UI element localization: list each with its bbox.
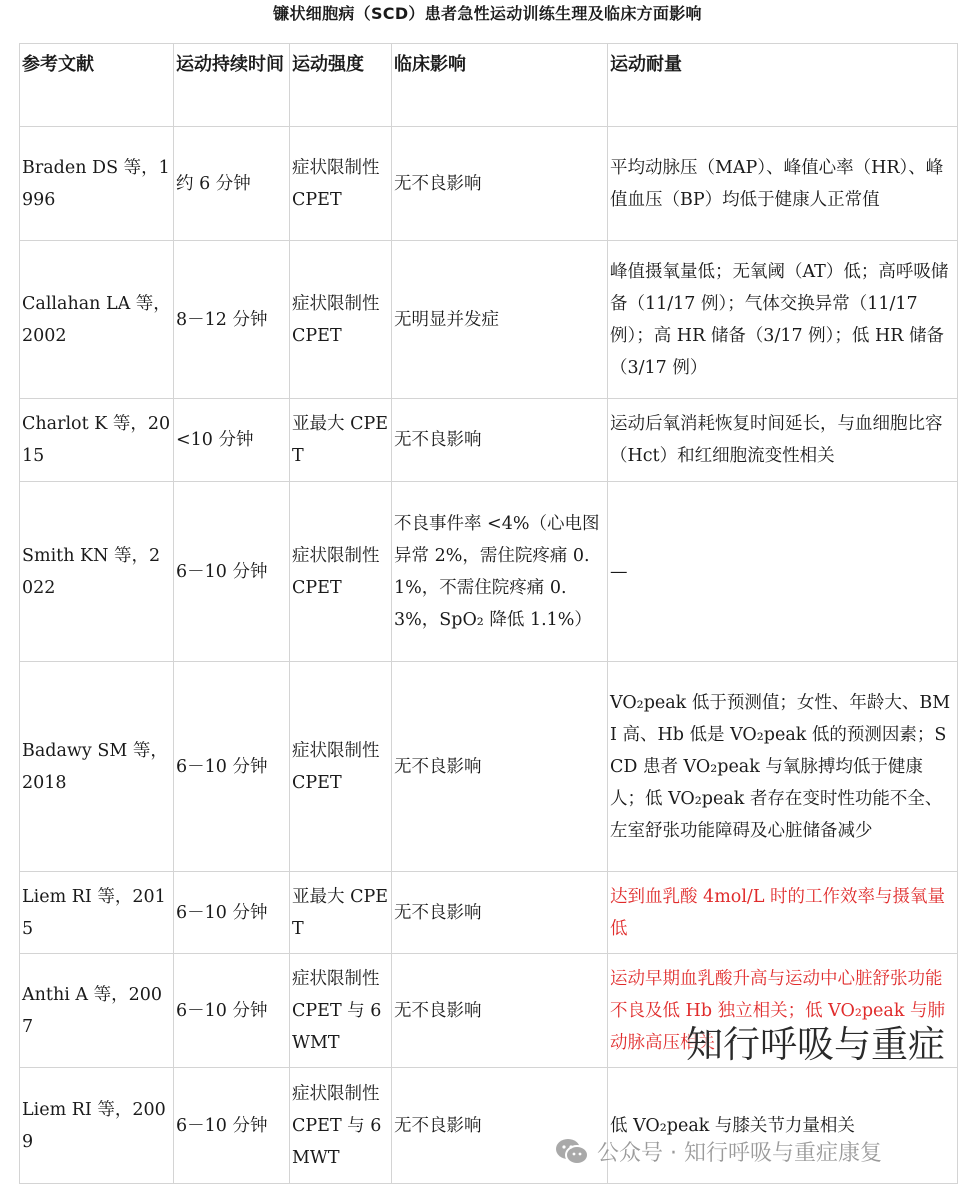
header-clinical: 临床影响 (392, 44, 608, 127)
cell-duration: 6－10 分钟 (174, 482, 290, 662)
cell-intensity: 亚最大 CPET (290, 399, 392, 482)
watermark-source-text: 公众号 · 知行呼吸与重症康复 (597, 1141, 882, 1166)
cell-tolerance: 平均动脉压（MAP）、峰值心率（HR）、峰值血压（BP）均低于健康人正常值 (608, 127, 958, 241)
wechat-icon (555, 1137, 589, 1167)
header-intensity: 运动强度 (290, 44, 392, 127)
table-row (20, 482, 958, 662)
table-row (20, 127, 958, 241)
cell-clinical: 无不良影响 (392, 662, 608, 872)
cell-reference: Callahan LA 等，2002 (20, 241, 174, 399)
cell-reference: Badawy SM 等，2018 (20, 662, 174, 872)
header-reference: 参考文献 (20, 44, 174, 127)
cell-tolerance: 运动早期血乳酸升高与运动中心脏舒张功能不良及低 Hb 独立相关；低 VO₂peak 与肺动脉高压相关 (608, 954, 958, 1068)
cell-reference: Charlot K 等，2015 (20, 399, 174, 482)
cell-clinical: 无不良影响 (392, 127, 608, 241)
cell-reference: Braden DS 等，1996 (20, 127, 174, 241)
data-table (19, 43, 958, 1184)
cell-intensity: 症状限制性 CPET (290, 662, 392, 872)
cell-intensity: 症状限制性 CPET 与 6WMT (290, 954, 392, 1068)
table-row (20, 662, 958, 872)
cell-clinical: 无不良影响 (392, 1068, 608, 1184)
cell-tolerance: 运动后氧消耗恢复时间延长，与血细胞比容（Hct）和红细胞流变性相关 (608, 399, 958, 482)
cell-duration: 6－10 分钟 (174, 954, 290, 1068)
watermark-source (555, 1136, 882, 1167)
watermark-overlay: 知行呼吸与重症 (686, 1023, 945, 1066)
cell-intensity: 亚最大 CPET (290, 872, 392, 954)
table-row (20, 399, 958, 482)
cell-clinical: 无不良影响 (392, 954, 608, 1068)
table-row (20, 241, 958, 399)
cell-reference: Liem RI 等，2015 (20, 872, 174, 954)
cell-tolerance: — (608, 482, 958, 662)
cell-reference: Smith KN 等，2022 (20, 482, 174, 662)
cell-duration: 6－10 分钟 (174, 662, 290, 872)
cell-intensity: 症状限制性 CPET (290, 482, 392, 662)
cell-reference: Liem RI 等，2009 (20, 1068, 174, 1184)
table-row (20, 872, 958, 954)
header-tolerance: 运动耐量 (608, 44, 958, 127)
header-row (20, 44, 958, 127)
header-duration: 运动持续时间 (174, 44, 290, 127)
cell-intensity: 症状限制性 CPET (290, 127, 392, 241)
cell-reference: Anthi A 等，2007 (20, 954, 174, 1068)
cell-clinical: 无不良影响 (392, 872, 608, 954)
cell-duration: 6－10 分钟 (174, 872, 290, 954)
cell-intensity: 症状限制性 CPET (290, 241, 392, 399)
table-title: 镰状细胞病（SCD）患者急性运动训练生理及临床方面影响 (273, 4, 702, 23)
cell-duration: 6－10 分钟 (174, 1068, 290, 1184)
cell-tolerance: 峰值摄氧量低；无氧阈（AT）低；高呼吸储备（11/17 例）；气体交换异常（11/17 例）；高 HR 储备（3/17 例）；低 HR 储备（3/17 例） (608, 241, 958, 399)
cell-tolerance: 低 VO₂peak 与膝关节力量相关 (608, 1068, 958, 1184)
cell-clinical: 无不良影响 (392, 399, 608, 482)
cell-duration: <10 分钟 (174, 399, 290, 482)
cell-intensity: 症状限制性 CPET 与 6MWT (290, 1068, 392, 1184)
cell-tolerance: 达到血乳酸 4mol/L 时的工作效率与摄氧量低 (608, 872, 958, 954)
cell-clinical: 不良事件率 <4%（心电图异常 2%，需住院疼痛 0.1%，不需住院疼痛 0.3%，SpO₂ 降低 1.1%） (392, 482, 608, 662)
cell-clinical: 无明显并发症 (392, 241, 608, 399)
cell-duration: 约 6 分钟 (174, 127, 290, 241)
cell-duration: 8－12 分钟 (174, 241, 290, 399)
cell-tolerance: VO₂peak 低于预测值；女性、年龄大、BMI 高、Hb 低是 VO₂peak 低的预测因素；SCD 患者 VO₂peak 与氧脉搏均低于健康人；低 VO₂peak 者存在变时性功能不全、左室舒张功能障碍及心脏储备减少 (608, 662, 958, 872)
